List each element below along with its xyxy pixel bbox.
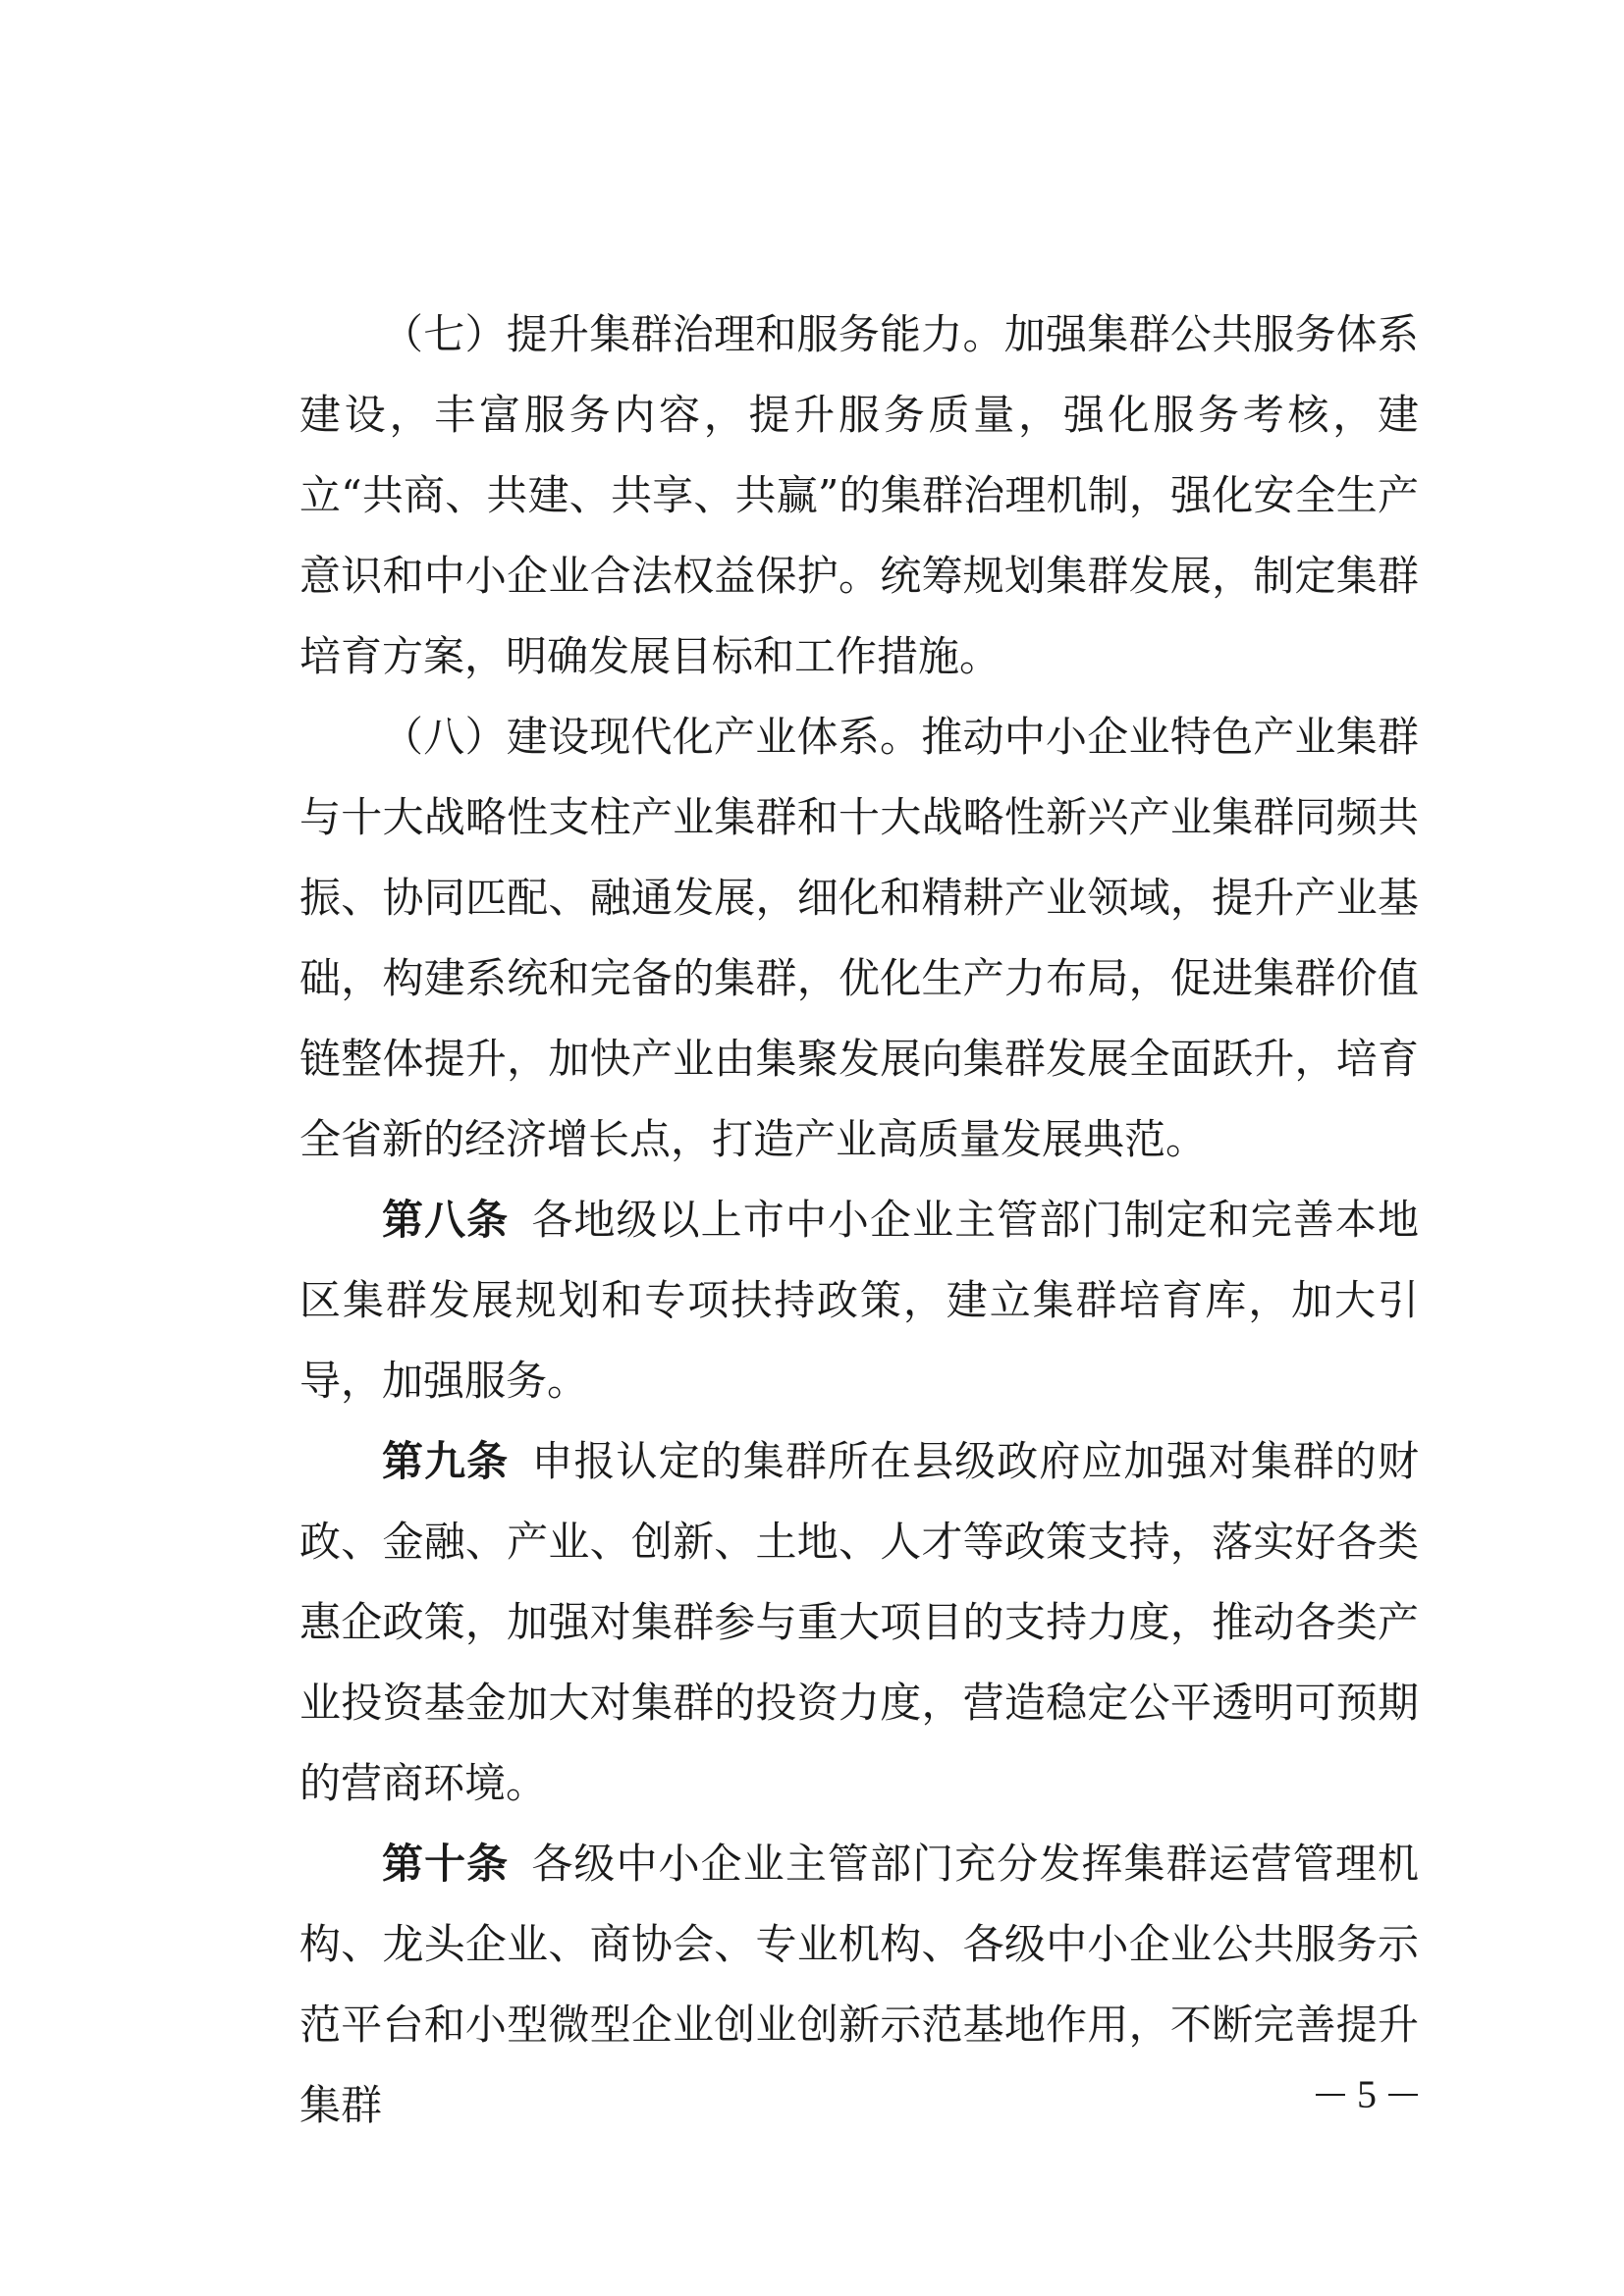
article-nine: [299, 1421, 1419, 1824]
article-text: 申报认定的集群所在县级政府应加强对集群的财政、金融、产业、创新、土地、人才等政策支持，落实好各类惠企政策，加强对集群参与重大项目的支持力度，推动各类产业投资基金加大对集群的投资力度，营造稳定公平透明可预期的营商环境。: [299, 1437, 1419, 1807]
footer-dash-right: [1388, 2094, 1418, 2096]
article-title: 第十条: [382, 1840, 510, 1888]
article-text: 各级中小企业主管部门充分发挥集群运营管理机构、龙头企业、商协会、专业机构、各级中小企业公共服务示范平台和小型微型企业创业创新示范基地作用，不断完善提升集群: [299, 1840, 1419, 2129]
article-title: 第九条: [382, 1437, 510, 1485]
article-ten: [299, 1824, 1419, 2146]
paragraph-text: （八）建设现代化产业体系。推动中小企业特色产业集群与十大战略性支柱产业集群和十大战略性新兴产业集群同频共振、协同匹配、融通发展，细化和精耕产业领域，提升产业基础，构建系统和完备的集群，优化生产力布局，促进集群价值链整体提升，加快产业由集聚发展向集群发展全面跃升，培育全省新的经济增长点，打造产业高质量发展典范。: [299, 713, 1419, 1163]
article-title: 第八条: [382, 1196, 510, 1244]
paragraph-text: （七）提升集群治理和服务能力。加强集群公共服务体系建设，丰富服务内容，提升服务质量，强化服务考核，建立“共商、共建、共享、共赢”的集群治理机制，强化安全生产意识和中小企业合法权益保护。统筹规划集群发展，制定集群培育方案，明确发展目标和工作措施。: [299, 310, 1419, 680]
paragraph-eight: [299, 697, 1419, 1180]
page-footer: [1316, 2071, 1424, 2117]
footer-dash-left: [1316, 2094, 1345, 2096]
page-number: 5: [1357, 2072, 1377, 2116]
article-text: 各地级以上市中小企业主管部门制定和完善本地区集群发展规划和专项扶持政策，建立集群培育库，加大引导，加强服务。: [299, 1196, 1419, 1405]
paragraph-seven: [299, 294, 1419, 697]
article-eight: [299, 1180, 1419, 1421]
document-body: [299, 294, 1419, 2146]
